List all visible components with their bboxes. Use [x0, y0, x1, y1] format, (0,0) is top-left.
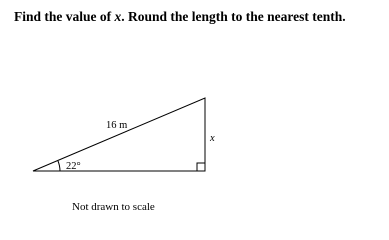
opposite-side-label: x — [210, 133, 215, 144]
prompt-text-before: Find the value of — [14, 9, 115, 24]
not-to-scale-caption: Not drawn to scale — [72, 201, 155, 213]
triangle-outline — [33, 98, 205, 171]
angle-label: 22° — [66, 161, 81, 172]
right-angle-marker — [197, 163, 205, 171]
prompt-text-after: . Round the length to the nearest tenth. — [121, 9, 346, 24]
prompt-variable: x — [114, 9, 122, 24]
angle-arc — [58, 161, 60, 171]
hypotenuse-label: 16 m — [106, 120, 128, 131]
